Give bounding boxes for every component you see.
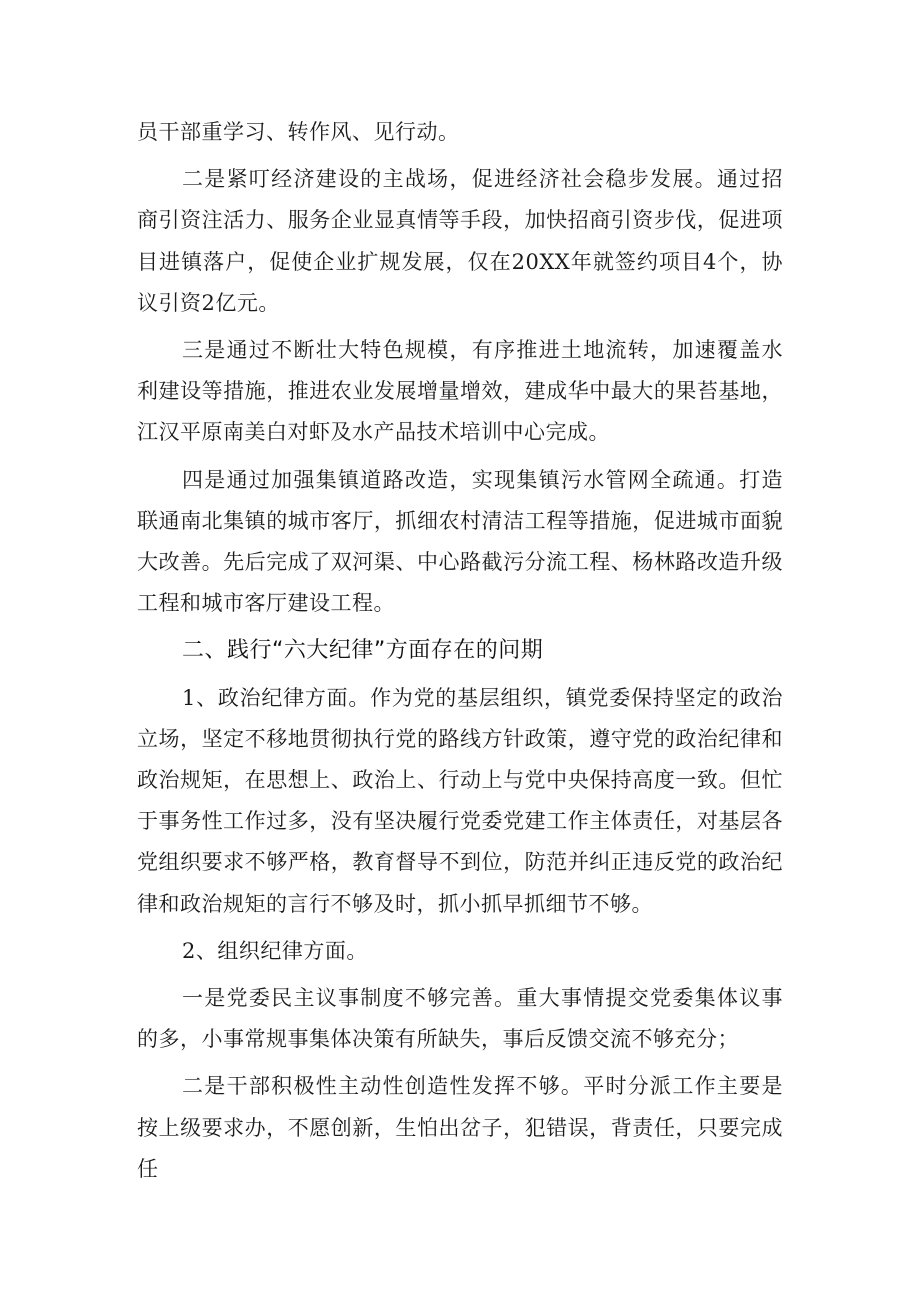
paragraph-town-construction: 四是通过加强集镇道路改造，实现集镇污水管网全疏通。打造联通南北集镇的城市客厅，抓细农村清洁工程等措施，促进城市面貌大改善。先后完成了双河渠、中心路截污分流工程、杨林路改造升级工程和城市客厅建设工程。 [137, 467, 783, 616]
paragraph-democratic-decision: 一是党委民主议事制度不够完善。重大事情提交党委集体议事的多，小事常规事集体决策有所缺失，事后反馈交流不够充分； [137, 986, 783, 1052]
paragraph-political-discipline: 1、政治纪律方面。作为党的基层组织，镇党委保持坚定的政治立场，坚定不移地贯彻执行党的路线方针政策，遵守党的政治纪律和政治规矩，在思想上、政治上、行动上与党中央保持高度一致。但忙于事务性工作过多，没有坚决履行党委党建工作主体责任，对基层各党组织要求不够严格，教育督导不到位，防范并纠正违反党的政治纪律和政治规矩的言行不够及时，抓小抓早抓细节不够。 [137, 685, 783, 916]
paragraph-cadre-initiative: 二是干部积极性主动性创造性发挥不够。平时分派工作主要是按上级要求办，不愿创新，生怕出岔子，犯错误，背责任，只要完成任 [137, 1074, 783, 1181]
section-heading: 二、践行“六大纪律”方面存在的问期 [182, 638, 544, 664]
paragraph-organizational-discipline: 2、组织纪律方面。 [182, 938, 368, 963]
paragraph-agriculture: 三是通过不断壮大特色规模，有序推进土地流转，加速覆盖水利建设等措施，推进农业发展增量增效，建成华中最大的果苔基地，江汉平原南美白对虾及水产品技术培训中心完成。 [137, 338, 783, 445]
paragraph-economic-development: 二是紧叮经济建设的主战场，促进经济社会稳步发展。通过招商引资注活力、服务企业显真情等手段，加快招商引资步伐，促进项目进镇落户，促使企业扩规发展，仅在20XX年就签约项目4个，协议引资2亿元。 [137, 167, 783, 315]
paragraph-continuation: 员干部重学习、转作风、见行动。 [137, 120, 460, 144]
document-body [137, 112, 783, 1196]
